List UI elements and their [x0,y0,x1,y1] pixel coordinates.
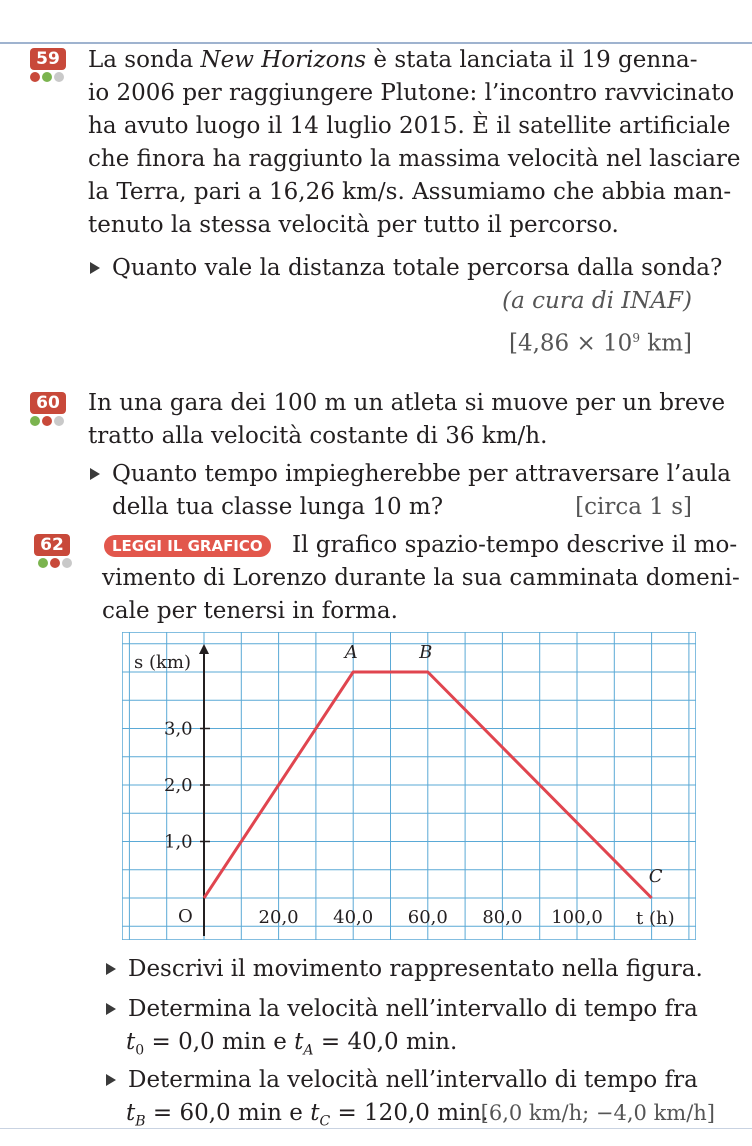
x-tick-label: 40,0 [333,907,374,928]
problem-60-answer: [circa 1 s] [575,494,692,520]
read-graph-tag: LEGGI IL GRAFICO [104,535,271,557]
problem-59-line-1: La sonda New Horizons è stata lanciata il 19 genna- [88,47,698,73]
x-axis-label: t (h) [636,908,675,929]
y-tick-label: 3,0 [164,718,193,740]
problem-60-question-line-1: Quanto tempo impiegherebbe per attraversare l’aula [112,461,731,487]
problem-59-line-5: la Terra, pari a 16,26 km/s. Assumiamo che abbia man- [88,179,732,205]
problem-59-question: Quanto vale la distanza totale percorsa dalla sonda? [112,255,723,281]
bullet-arrow-icon [90,468,100,480]
x-tick-label: 100,0 [551,907,603,928]
problem-60-line-2: tratto alla velocità costante di 36 km/h. [88,423,548,449]
origin-label: O [178,906,193,927]
bullet-arrow-icon [106,963,116,975]
problem-60-question-line-2: della tua classe lunga 10 m? [112,494,444,520]
problem-60-line-1: In una gara dei 100 m un atleta si muove per un breve [88,390,726,416]
problem-62-bullet-2: Determina la velocità nell’intervallo di tempo fra [128,996,698,1022]
x-tick-label: 80,0 [482,907,523,928]
problem-59-line-3: ha avuto luogo il 14 luglio 2015. È il satellite artificiale [88,113,731,139]
bullet-arrow-icon [90,262,100,274]
problem-62-condition-2: $t_B = 60,0$ min e $t_C = 120,0$ min. [126,1100,489,1130]
problem-number-60: 60 [30,392,66,414]
x-tick-label: 20,0 [258,907,299,928]
point-label: A [344,642,358,663]
problem-62-line-1: Il grafico spazio-tempo descrive il mo- [292,532,738,558]
problem-62-condition-1: $t_0 = 0,0$ min e $t_A = 40,0$ min. [126,1029,458,1059]
y-tick-label: 1,0 [164,831,193,853]
x-tick-label: 60,0 [407,907,448,928]
bullet-arrow-icon [106,1003,116,1015]
problem-59-source: (a cura di INAF) [502,288,692,314]
problem-number-62: 62 [34,534,70,556]
problem-62-bullet-1: Descrivi il movimento rappresentato nella figura. [128,956,703,982]
problem-62-answer: [6,0 km/h; −4,0 km/h] [480,1101,715,1125]
problem-62-line-2: vimento di Lorenzo durante la sua camminata domeni- [102,565,740,591]
problem-62-line-3: cale per tenersi in forma. [102,598,398,624]
y-tick-label: 2,0 [164,775,193,796]
problem-59-line-6: tenuto la stessa velocità per tutto il percorso. [88,212,619,238]
problem-number-59: 59 [30,48,66,70]
problem-62-bullet-3: Determina la velocità nell’intervallo di tempo fra [128,1067,698,1093]
problem-59-answer: [$4,86 \times 10^9$ km] [508,330,692,357]
space-time-chart [122,632,696,940]
bullet-arrow-icon [106,1074,116,1086]
point-label: C [648,866,663,887]
point-label: B [419,642,433,663]
problem-59-line-2: io 2006 per raggiungere Plutone: l’incontro ravvicinato [88,80,735,106]
problem-59-line-4: che finora ha raggiunto la massima velocità nel lasciare [88,146,741,172]
y-axis-label: s (km) [134,652,191,673]
